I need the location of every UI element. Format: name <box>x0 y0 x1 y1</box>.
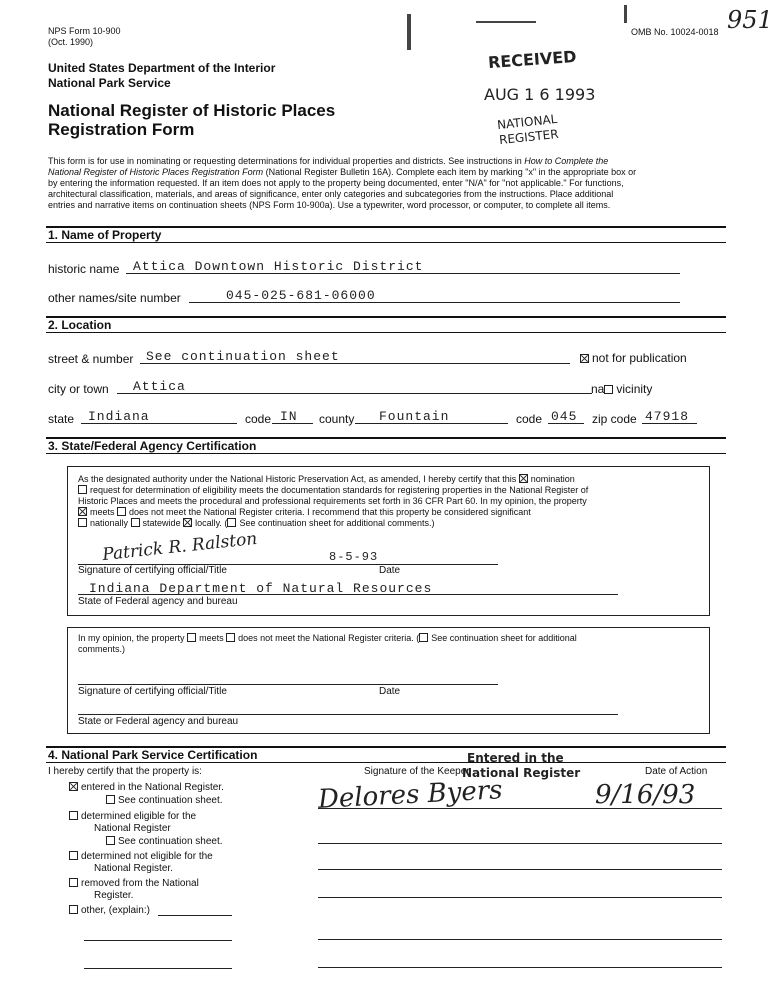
vicinity-label: vicinity <box>616 382 653 396</box>
instructions-block <box>48 156 728 211</box>
instructions-line: by entering the information requested. If an item does not apply to the property being documented, enter "N/A" for "not applicable." For functions, <box>48 178 624 188</box>
vicinity-option[interactable] <box>591 382 652 396</box>
scan-mark <box>476 21 536 23</box>
option-entered[interactable]: entered in the National Register. <box>69 782 224 794</box>
keeper-row-line <box>318 808 722 809</box>
form-number: NPS Form 10-900 <box>48 26 121 36</box>
section-rule <box>46 316 726 318</box>
other-names-field[interactable]: 045-025-681-06000 <box>226 288 376 303</box>
not-for-publication-label: not for publication <box>592 351 687 365</box>
keeper-row-line <box>318 869 722 870</box>
keeper-row-line <box>318 967 722 968</box>
option-eligible[interactable]: determined eligible for the <box>69 811 196 823</box>
meets-checkbox[interactable] <box>78 507 87 516</box>
other-explain-line[interactable] <box>158 915 232 916</box>
option-removed-line2: Register. <box>94 890 134 901</box>
form-title-line1: National Register of Historic Places <box>48 101 336 120</box>
continuation-sheet-checkbox[interactable] <box>227 518 236 527</box>
section-rule <box>46 242 726 243</box>
option-other[interactable]: other, (explain:) <box>69 905 150 917</box>
statewide-checkbox[interactable] <box>131 518 140 527</box>
option-entered-see[interactable]: See continuation sheet. <box>106 795 223 807</box>
date-of-action-label: Date of Action <box>645 766 708 777</box>
omb-number: OMB No. 10024-0018 <box>631 27 719 37</box>
signature-label: Signature of certifying official/Title <box>78 565 227 576</box>
eligible-checkbox[interactable] <box>69 811 78 820</box>
keeper-row-line <box>318 939 722 940</box>
instructions-line: National Register of Historic Places Registration Form (National Register Bulletin 16A). Complete each item by marking "x" in the appropriate box or <box>48 167 637 177</box>
scan-mark <box>624 5 627 23</box>
not-for-publication-checkbox[interactable] <box>580 354 589 363</box>
option-eligible-see[interactable]: See continuation sheet. <box>106 836 223 848</box>
vicinity-checkbox[interactable] <box>604 385 613 394</box>
county-code-field[interactable]: 045 <box>551 409 578 424</box>
date-label-2: Date <box>379 686 401 697</box>
option-eligible-line2: National Register <box>94 823 171 834</box>
handwritten-reference-number: 951 <box>727 6 773 34</box>
entered-checkbox[interactable] <box>69 782 78 791</box>
section-2-heading: 2. Location <box>48 318 112 332</box>
department-name: United States Department of the Interior <box>48 61 276 75</box>
county-code-label: code <box>516 412 543 426</box>
state-code-field[interactable]: IN <box>280 409 298 424</box>
option-not-eligible-line2: National Register. <box>94 863 173 874</box>
received-date-stamp: AUG 1 6 1993 <box>484 85 596 104</box>
keeper-signature-label: Signature of the Keeper <box>364 766 470 777</box>
opinion-does-not-meet-checkbox[interactable] <box>226 633 235 642</box>
section-3-heading: 3. State/Federal Agency Certification <box>48 439 257 453</box>
certification-text: As the designated authority under the National Historic Preservation Act, as amended, I hereby certify that this nomination request for determination of eligibility meets the documentation standards for registering properties in the National Register of Historic Places and meets the procedural and professional requirements set forth in 36 CFR Part 60. In my opinion, the property meets does not meet the National Register criteria. I recommend that this property be considered significant nationally statewide locally. ( See continuation sheet for additional comments.) <box>78 474 589 528</box>
historic-name-field[interactable]: Attica Downtown Historic District <box>133 259 424 274</box>
request-checkbox[interactable] <box>78 485 87 494</box>
nomination-checkbox[interactable] <box>519 474 528 483</box>
state-label: state <box>48 412 75 426</box>
national-register-stamp-line2: REGISTER <box>498 126 560 148</box>
action-date: 9/16/93 <box>595 780 696 810</box>
instructions-line: architectural classification, materials, and areas of significance, enter only categories and subcategories from the instructions. Place additional <box>48 189 614 199</box>
opinion-meets-checkbox[interactable] <box>187 633 196 642</box>
section-rule <box>46 332 726 333</box>
form-date: (Oct. 1990) <box>48 37 94 47</box>
signature-line-2 <box>78 684 498 685</box>
other-explain-line[interactable] <box>84 968 232 969</box>
instructions-line: This form is for use in nominating or requesting determinations for individual properties and districts. See instructions in How to Complete the <box>48 156 609 166</box>
section-rule <box>46 453 726 454</box>
county-field[interactable]: Fountain <box>379 409 450 424</box>
section-4-heading: 4. National Park Service Certification <box>48 748 258 762</box>
not-for-publication-option[interactable] <box>580 351 687 365</box>
eligible-continuation-checkbox[interactable] <box>106 836 115 845</box>
scan-mark <box>407 14 411 50</box>
opinion-text: In my opinion, the property meets does not meet the National Register criteria. ( See continuation sheet for additional comments.) <box>78 633 577 654</box>
county-label: county <box>319 412 355 426</box>
not-eligible-checkbox[interactable] <box>69 851 78 860</box>
does-not-meet-checkbox[interactable] <box>117 507 126 516</box>
agency-line-2 <box>78 714 618 715</box>
certifying-official-signature: Patrick R. Ralston <box>101 528 259 566</box>
keeper-row-line <box>318 897 722 898</box>
entered-stamp-line2: National Register <box>462 766 581 780</box>
zip-code-label: zip code <box>592 412 637 426</box>
form-title-line2: Registration Form <box>48 120 195 139</box>
removed-checkbox[interactable] <box>69 878 78 887</box>
service-name: National Park Service <box>48 76 171 90</box>
historic-name-label: historic name <box>48 262 120 276</box>
certify-statement: I hereby certify that the property is: <box>48 766 202 777</box>
na-mark: na <box>591 382 605 396</box>
street-number-field[interactable]: See continuation sheet <box>146 349 340 364</box>
national-register-stamp-line1: NATIONAL <box>496 111 559 133</box>
agency-label: State of Federal agency and bureau <box>78 596 238 607</box>
option-removed[interactable]: removed from the National <box>69 878 199 890</box>
opinion-continuation-checkbox[interactable] <box>419 633 428 642</box>
locally-checkbox[interactable] <box>183 518 192 527</box>
street-number-label: street & number <box>48 352 134 366</box>
state-code-label: code <box>245 412 272 426</box>
agency-label-2: State or Federal agency and bureau <box>78 716 239 727</box>
zip-code-field[interactable]: 47918 <box>645 409 690 424</box>
signature-label-2: Signature of certifying official/Title <box>78 686 227 697</box>
other-names-label: other names/site number <box>48 291 181 305</box>
entered-stamp-line1: Entered in the <box>467 751 564 765</box>
keeper-signature: Delores Byers <box>317 775 504 815</box>
section-rule <box>46 762 726 763</box>
agency-line <box>78 594 618 595</box>
keeper-row-line <box>318 843 722 844</box>
city-line <box>117 393 592 394</box>
other-checkbox[interactable] <box>69 905 78 914</box>
section-1-heading: 1. Name of Property <box>48 228 162 242</box>
other-explain-line[interactable] <box>84 940 232 941</box>
city-field[interactable]: Attica <box>133 379 186 394</box>
state-field[interactable]: Indiana <box>88 409 150 424</box>
nationally-checkbox[interactable] <box>78 518 87 527</box>
agency-field[interactable]: Indiana Department of Natural Resources <box>89 581 433 596</box>
city-label: city or town <box>48 382 109 396</box>
option-not-eligible[interactable]: determined not eligible for the <box>69 851 213 863</box>
date-label: Date <box>379 565 401 576</box>
received-stamp: RECEIVED <box>487 46 578 73</box>
certification-date: 8-5-93 <box>329 550 379 564</box>
instructions-line: entries and narrative items on continuation sheets (NPS Form 10-900a). Use a typewriter, word processor, or computer, to complete all items. <box>48 200 611 210</box>
entered-continuation-checkbox[interactable] <box>106 795 115 804</box>
